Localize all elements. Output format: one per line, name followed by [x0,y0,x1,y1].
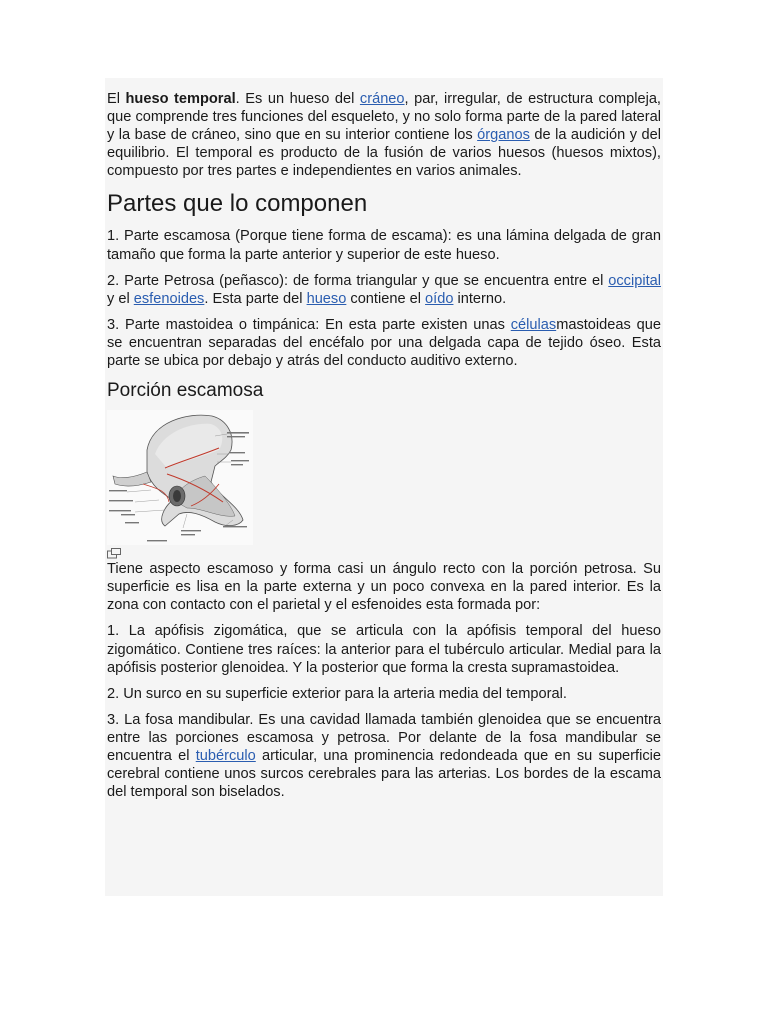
link-craneo[interactable]: cráneo [359,91,405,107]
enlarge-icon-glyph [107,548,121,559]
partes-item-3 [107,316,661,370]
heading-escamosa: Porción escamosa [107,380,264,402]
link-occipital[interactable]: occipital [608,272,661,289]
intro-text: . Es un hueso del [235,91,360,107]
partes-item-2 [107,272,661,308]
partes-item-1: 1. Parte escamosa (Porque tiene forma de escama): es una lámina delgada de gran tamaño que forma la parte anterior y superior de este hueso. [107,228,661,263]
link-oido[interactable]: oído [425,290,454,307]
intro-text: , par, irregular, de estructura compleja, que comprende tres funciones del esqueleto, y no solo forma parte de la pared lateral y la base de cráneo, sino que en su interior contiene los [107,91,661,144]
temporal-bone-drawing [107,410,253,545]
escamosa-item-1: 1. La apófisis zigomática, que se articula con la apófisis temporal del hueso zigomático. Contiene tres raíces: la anterior para el tubérculo articular. Medial para la apófisis posterior glenoidea. Y la posterior que forma la cresta supramastoidea. [107,623,661,676]
link-organos[interactable]: órganos [477,127,530,144]
link-hueso[interactable]: hueso [306,290,347,307]
enlarge-icon[interactable] [107,546,661,558]
intro-bold-term: hueso temporal [125,91,236,107]
partes-text: y el [107,290,134,307]
heading-partes: Partes que lo componen [107,190,368,218]
partes-text: interno. [453,290,507,307]
link-tuberculo[interactable]: tubérculo [195,747,256,764]
document-page [105,78,663,896]
link-celulas[interactable]: células [510,316,557,333]
intro-text: de la audición y del equilibrio. El temporal es producto de la fusión de varios huesos (huesos mixtos), compuesto por tres partes e independientes en varios animales. [107,127,661,180]
escamosa-text: 3. La fosa mandibular. Es una cavidad llamada también glenoidea que se encuentra entre las porciones escamosa y petrosa. Por delante de la fosa mandibular se encuentra el [107,711,661,764]
escamosa-item-3 [107,711,661,801]
partes-text: contiene el [346,290,426,307]
escamosa-text: articular, una prominencia redondeada que en su superficie cerebral contiene unos surcos cerebrales para las arterias. Los bordes de la escama del temporal son biselados. [107,747,661,801]
partes-text: 2. Parte Petrosa (peñasco): de forma triangular y que se encuentra entre el [107,272,609,289]
link-esfenoides[interactable]: esfenoides [133,290,205,307]
partes-text: mastoideas que se encuentran separadas del encéfalo por una delgada capa de tejido óseo. Esta parte se ubica por debajo y atrás del conducto auditivo externo. [107,316,661,370]
escamosa-item-2: 2. Un surco en su superficie exterior para la arteria media del temporal. [107,685,567,702]
intro-text: El [107,91,126,107]
intro-paragraph [107,90,661,180]
escamosa-paragraph-1: Tiene aspecto escamoso y forma casi un ángulo recto con la porción petrosa. Su superficie es lisa en la parte externa y un poco convexa en la pared interior. Es la zona con contacto con el parietal y el esfenoides esta formada por: [107,561,661,614]
partes-text: 3. Parte mastoidea o timpánica: En esta parte existen unas [107,316,511,333]
temporal-bone-illustration[interactable] [107,410,253,545]
partes-text: . Esta parte del [204,290,307,307]
